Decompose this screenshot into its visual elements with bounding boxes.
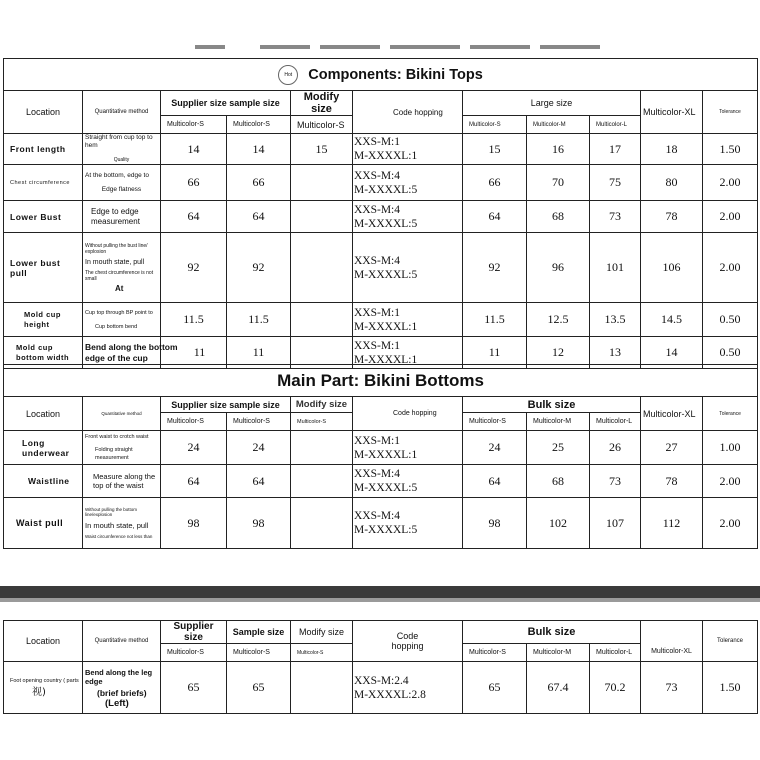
row-method: Edge to edge measurement xyxy=(83,201,161,233)
row-xl: 106 xyxy=(641,233,703,303)
header-method: Quantitative method xyxy=(83,397,161,431)
header-sub-m: Multicolor-M xyxy=(527,413,590,431)
row-xl: 80 xyxy=(641,165,703,201)
row-supplier: 66 xyxy=(161,165,227,201)
row-location: Front length xyxy=(4,134,83,165)
row-tol: 1.00 xyxy=(703,431,758,465)
header-modify: Modify size xyxy=(291,91,353,116)
row-location: Lower Bust xyxy=(4,201,83,233)
table-row xyxy=(4,201,758,233)
row-supplier: 98 xyxy=(161,498,227,549)
header-bulk-size: Bulk size xyxy=(463,397,641,413)
row-l: 73 xyxy=(590,201,641,233)
row-tol: 2.00 xyxy=(703,498,758,549)
table-row xyxy=(4,134,758,165)
header-method: Quantitative method xyxy=(83,621,161,662)
row-l: 70.2 xyxy=(590,662,641,714)
header-xl: Multicolor-XL xyxy=(641,621,703,662)
row-m: 12.5 xyxy=(527,303,590,337)
row-code: XXS-M:4 M-XXXXL:5 xyxy=(353,498,463,549)
row-xl: 18 xyxy=(641,134,703,165)
row-xl: 73 xyxy=(641,662,703,714)
section-title-text: Components: Bikini Tops xyxy=(308,66,483,83)
row-sample: 64 xyxy=(227,465,291,498)
header-tolerance: Tolerance xyxy=(703,621,758,662)
row-method: Bend along the leg edge (brief briefs) (Left) xyxy=(83,662,161,714)
row-tol: 1.50 xyxy=(703,134,758,165)
header-method: Quantitative method xyxy=(83,91,161,134)
section-title: Main Part: Bikini Bottoms xyxy=(4,365,758,397)
row-xl: 78 xyxy=(641,201,703,233)
section-title xyxy=(4,59,758,91)
table-row xyxy=(4,662,758,714)
row-tol: 2.00 xyxy=(703,233,758,303)
row-method: Bend along the bottom edge of the cup xyxy=(83,337,161,369)
bikini-bottoms-table xyxy=(3,364,758,549)
row-l: 107 xyxy=(590,498,641,549)
header-sub-sample: Multicolor-S xyxy=(227,644,291,662)
row-tol: 2.00 xyxy=(703,165,758,201)
table-row xyxy=(4,165,758,201)
row-modify xyxy=(291,662,353,714)
row-sample: 64 xyxy=(227,201,291,233)
row-l: 75 xyxy=(590,165,641,201)
header-supplier: Supplier size xyxy=(161,621,227,644)
row-m: 67.4 xyxy=(527,662,590,714)
row-tol: 1.50 xyxy=(703,662,758,714)
table-row xyxy=(4,498,758,549)
row-modify: 15 xyxy=(291,134,353,165)
row-supplier: 92 xyxy=(161,233,227,303)
header-xl: Multicolor-XL xyxy=(641,397,703,431)
row-code: XXS-M:1 M-XXXXL:1 xyxy=(353,134,463,165)
header-location: Location xyxy=(4,621,83,662)
row-location: Waist pull xyxy=(4,498,83,549)
header-modify: Modify size xyxy=(291,621,353,644)
foot-opening-table xyxy=(3,620,758,714)
header-location: Location xyxy=(4,91,83,134)
row-method: Without pulling the bottom line/explosion In mouth state, pull Waist circumference not less than xyxy=(83,498,161,549)
row-xl: 78 xyxy=(641,465,703,498)
row-tol: 2.00 xyxy=(703,465,758,498)
row-code: XXS-M:1 M-XXXXL:1 xyxy=(353,303,463,337)
row-s: 65 xyxy=(463,662,527,714)
row-tol: 0.50 xyxy=(703,337,758,369)
header-sub-supplier: Multicolor-S xyxy=(161,116,227,134)
row-l: 13 xyxy=(590,337,641,369)
row-m: 70 xyxy=(527,165,590,201)
row-m: 16 xyxy=(527,134,590,165)
row-method: Cup top through BP point to Cup bottom bend xyxy=(83,303,161,337)
row-location: Chest circumference xyxy=(4,165,83,201)
row-method: Measure along the top of the waist xyxy=(83,465,161,498)
row-xl: 112 xyxy=(641,498,703,549)
header-tolerance: Tolerance xyxy=(703,91,758,134)
row-method: Without pulling the bust line/ explosion In mouth state, pull The chest circumference is not small At xyxy=(83,233,161,303)
row-location: Waistline xyxy=(4,465,83,498)
row-xl: 27 xyxy=(641,431,703,465)
header-sub-l: Multicolor-L xyxy=(590,116,641,134)
row-method: At the bottom, edge to Edge flatness xyxy=(83,165,161,201)
header-sub-s: Multicolor-S xyxy=(463,644,527,662)
row-s: 11.5 xyxy=(463,303,527,337)
row-location: Long underwear xyxy=(4,431,83,465)
header-sub-sample: Multicolor-S xyxy=(227,413,291,431)
row-code: XXS-M:4 M-XXXXL:5 xyxy=(353,465,463,498)
row-l: 73 xyxy=(590,465,641,498)
row-modify xyxy=(291,303,353,337)
row-location: Lower bust pull xyxy=(4,233,83,303)
header-large-size: Large size xyxy=(463,91,641,116)
header-bulk-size: Bulk size xyxy=(463,621,641,644)
header-code: Code hopping xyxy=(353,621,463,662)
header-sub-modify: Multicolor-S xyxy=(291,116,353,134)
page-separator xyxy=(0,586,760,598)
row-supplier: 14 xyxy=(161,134,227,165)
row-code: XXS-M:2.4 M-XXXXL:2.8 xyxy=(353,662,463,714)
row-m: 25 xyxy=(527,431,590,465)
row-modify xyxy=(291,465,353,498)
page-separator-shadow xyxy=(0,598,760,602)
bikini-tops-table xyxy=(3,58,758,369)
header-sub-supplier: Multicolor-S xyxy=(161,644,227,662)
header-sub-supplier: Multicolor-S xyxy=(161,413,227,431)
row-location: Foot opening country ( parts 视) xyxy=(4,662,83,714)
row-xl: 14 xyxy=(641,337,703,369)
row-modify xyxy=(291,431,353,465)
row-s: 11 xyxy=(463,337,527,369)
row-l: 26 xyxy=(590,431,641,465)
row-sample: 98 xyxy=(227,498,291,549)
header-sub-m: Multicolor-M xyxy=(527,116,590,134)
row-s: 66 xyxy=(463,165,527,201)
row-modify xyxy=(291,201,353,233)
row-s: 92 xyxy=(463,233,527,303)
cropped-header-strip xyxy=(150,40,610,54)
header-sub-modify: Multicolor-S xyxy=(291,644,353,662)
row-s: 15 xyxy=(463,134,527,165)
row-sample: 65 xyxy=(227,662,291,714)
row-method: Straight from cup top to hem Quality xyxy=(83,134,161,165)
row-sample: 14 xyxy=(227,134,291,165)
header-code: Code hopping xyxy=(353,91,463,134)
header-sub-s: Multicolor-S xyxy=(463,413,527,431)
row-s: 64 xyxy=(463,465,527,498)
row-supplier: 11.5 xyxy=(161,303,227,337)
row-sample: 66 xyxy=(227,165,291,201)
table-row xyxy=(4,303,758,337)
row-supplier: 64 xyxy=(161,465,227,498)
header-sub-s: Multicolor-S xyxy=(463,116,527,134)
header-location: Location xyxy=(4,397,83,431)
header-tolerance: Tolerance xyxy=(703,397,758,431)
table-row xyxy=(4,465,758,498)
row-code: XXS-M:1 M-XXXXL:1 xyxy=(353,431,463,465)
header-supplier-sample: Supplier size sample size xyxy=(161,397,291,413)
row-tol: 0.50 xyxy=(703,303,758,337)
table-row xyxy=(4,431,758,465)
row-location: Mold cup bottom width xyxy=(4,337,83,369)
row-s: 24 xyxy=(463,431,527,465)
header-sub-l: Multicolor-L xyxy=(590,413,641,431)
header-sub-m: Multicolor-M xyxy=(527,644,590,662)
row-supplier: 24 xyxy=(161,431,227,465)
row-m: 68 xyxy=(527,465,590,498)
row-m: 68 xyxy=(527,201,590,233)
row-code: XXS-M:4 M-XXXXL:5 xyxy=(353,233,463,303)
header-code: Code hopping xyxy=(353,397,463,431)
row-s: 64 xyxy=(463,201,527,233)
row-sample: 11.5 xyxy=(227,303,291,337)
row-modify xyxy=(291,165,353,201)
row-s: 98 xyxy=(463,498,527,549)
row-sample: 11 xyxy=(227,337,291,369)
row-supplier: 11 xyxy=(161,337,227,369)
header-sub-sample: Multicolor-S xyxy=(227,116,291,134)
row-modify xyxy=(291,498,353,549)
row-m: 96 xyxy=(527,233,590,303)
header-sub-modify: Multicolor-S xyxy=(291,413,353,431)
header-xl: Multicolor-XL xyxy=(641,91,703,134)
header-modify: Modify size xyxy=(291,397,353,413)
header-sample: Sample size xyxy=(227,621,291,644)
row-method: Front waist to crotch waist Folding straight measurement xyxy=(83,431,161,465)
row-sample: 92 xyxy=(227,233,291,303)
row-sample: 24 xyxy=(227,431,291,465)
header-supplier-sample: Supplier size sample size xyxy=(161,91,291,116)
row-modify xyxy=(291,233,353,303)
row-location: Mold cup height xyxy=(4,303,83,337)
row-code: XXS-M:4 M-XXXXL:5 xyxy=(353,201,463,233)
row-supplier: 65 xyxy=(161,662,227,714)
row-m: 102 xyxy=(527,498,590,549)
row-supplier: 64 xyxy=(161,201,227,233)
row-l: 17 xyxy=(590,134,641,165)
hot-badge: Hot xyxy=(278,65,298,85)
header-sub-l: Multicolor-L xyxy=(590,644,641,662)
row-m: 12 xyxy=(527,337,590,369)
row-xl: 14.5 xyxy=(641,303,703,337)
row-l: 13.5 xyxy=(590,303,641,337)
row-code: XXS-M:1 M-XXXXL:1 xyxy=(353,337,463,369)
table-row xyxy=(4,233,758,303)
row-code: XXS-M:4 M-XXXXL:5 xyxy=(353,165,463,201)
row-l: 101 xyxy=(590,233,641,303)
row-tol: 2.00 xyxy=(703,201,758,233)
